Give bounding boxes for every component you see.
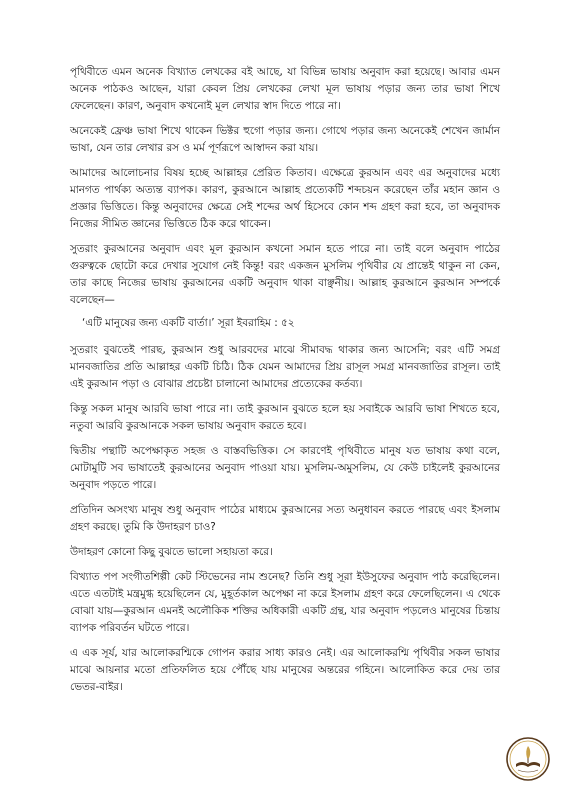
paragraph-8: প্রতিদিন অসংখ্য মানুষ শুধু অনুবাদ পাঠের মাধ্যমে কুরআনের সত্য অনুধাবন করতে পারছে এবং ইসলাম গ্রহণ করছে। তুমি কি উদাহরণ চাও? [70,504,500,533]
paragraph-11: এ এক সূর্য, যার আলোকরশ্মিকে গোপন করার সাধ্য কারও নেই। এর আলোকরশ্মি পৃথিবীর সকল ভাষার মাঝে আয়নার মতো প্রতিফলিত হয়ে পৌঁছে যায় মানুষের অন্তরের গহিনে। আলোকিত করে দেয় তার ভেতর-বাইর। [70,647,500,693]
book-quill-logo-icon [505,736,551,782]
paragraph-5: সুতরাং বুঝতেই পারছ, কুরআন শুধু আরবদের মাঝে সীমাবদ্ধ থাকার জন্য আসেনি; বরং এটি সমগ্র মানবজাতির প্রতি আল্লাহর একটি চিঠি। ঠিক যেমন আমাদের প্রিয় রাসূল সমগ্র মানবজাতির রাসূল। তাই এই কুরআন পড়া ও বোঝার প্রচেষ্টা চালানো আমাদের প্রত্যেকের কর্তব্য। [70,344,500,390]
paragraph-3: আমাদের আলোচনার বিষয় হচ্ছে আল্লাহর প্রেরিত কিতাব। এক্ষেত্রে কুরআন এবং এর অনুবাদের মধ্যে মানগত পার্থক্য অত্যন্ত ব্যাপক। কারণ, কুরআনে আল্লাহ প্রত্যেকটি শব্দচয়ন করেছেন তাঁর মহান জ্ঞান ও প্রজ্ঞার ভিত্তিতে। কিন্তু অনুবাদের ক্ষেত্রে সেই শব্দের অর্থ হিসেবে কোন শব্দ গ্রহণ করা হবে, তা অনুবাদক নিজের সীমিত জ্ঞানের ভিত্তিতে ঠিক করে থাকেন। [70,167,500,230]
paragraph-6: কিন্তু সকল মানুষ আরবি ভাষা পারে না। তাই কুরআন বুঝতে হলে হয় সবাইকে আরবি ভাষা শিখতে হবে, নতুবা আরবি কুরআনকে সকল ভাষায় অনুবাদ করতে হবে। [70,403,500,432]
quran-quote: ‘এটি মানুষের জন্য একটি বার্তা।’ সূরা ইবরাহিম : ৫২ [82,317,295,329]
article-body [70,64,500,704]
paragraph-2: অনেকেই ফ্রেঞ্চ ভাষা শিখে থাকেন ভিক্টর হুগো পড়ার জন্য। গোথে পড়ার জন্য অনেকেই শেখেন জার্মান ভাষা, যেন তার লেখার রস ও মর্ম পূর্ণরূপে আস্বাদন করা যায়। [70,125,500,154]
paragraph-7: দ্বিতীয় পন্থাটি অপেক্ষাকৃত সহজ ও বাস্তবভিত্তিক। সে কারণেই পৃথিবীতে মানুষ যত ভাষায় কথা বলে, মোটামুটি সব ভাষাতেই কুরআনের অনুবাদ পাওয়া যায়। মুসলিম-অমুসলিম, যে কেউ চাইলেই কুরআনের অনুবাদ পড়তে পারে। [70,445,500,491]
paragraph-4: সুতরাং কুরআনের অনুবাদ এবং মূল কুরআন কখনো সমান হতে পারে না। তাই বলে অনুবাদ পাঠের গুরুত্বকে ছোটো করে দেখার সুযোগ নেই কিন্তু! বরং একজন মুসলিম পৃথিবীর যে প্রান্তেই থাকুন না কেন, তার কাছে নিজের ভাষায় কুরআনের একটি অনুবাদ থাকা বাঞ্ছনীয়। আল্লাহ কুরআনে কুরআন সম্পর্কে বলেছেন— [70,243,500,306]
paragraph-1: পৃথিবীতে এমন অনেক বিখ্যাত লেখকের বই আছে, যা বিভিন্ন ভাষায় অনুবাদ করা হয়েছে। আবার এমন অনেক পাঠকও আছেন, যারা কেবল প্রিয় লেখকের লেখা মূল ভাষায় পড়ার জন্য তার ভাষা শিখে ফেলেছেন। কারণ, অনুবাদ কখনোই মূল লেখার স্বাদ দিতে পারে না। [70,66,500,112]
paragraph-9: উদাহরণ কোনো কিছু বুঝতে ভালো সহায়তা করে। [70,546,273,558]
paragraph-10: বিখ্যাত পপ সংগীতশিল্পী কেট স্টিভেনের নাম শুনেছ? তিনি শুধু সূরা ইউসুফের অনুবাদ পাঠ করেছিলেন। এতে এতটাই মন্ত্রমুগ্ধ হয়েছিলেন যে, মুহূর্তকাল অপেক্ষা না করে ইসলাম গ্রহণ করে ফেলেছিলেন। এ থেকে বোঝা যায়—কুরআন এমনই অলৌকিক শক্তির অধিকারী একটি গ্রন্থ, যার অনুবাদ পড়লেও মানুষের চিন্তায় ব্যাপক পরিবর্তন ঘটতে পারে। [70,571,500,634]
